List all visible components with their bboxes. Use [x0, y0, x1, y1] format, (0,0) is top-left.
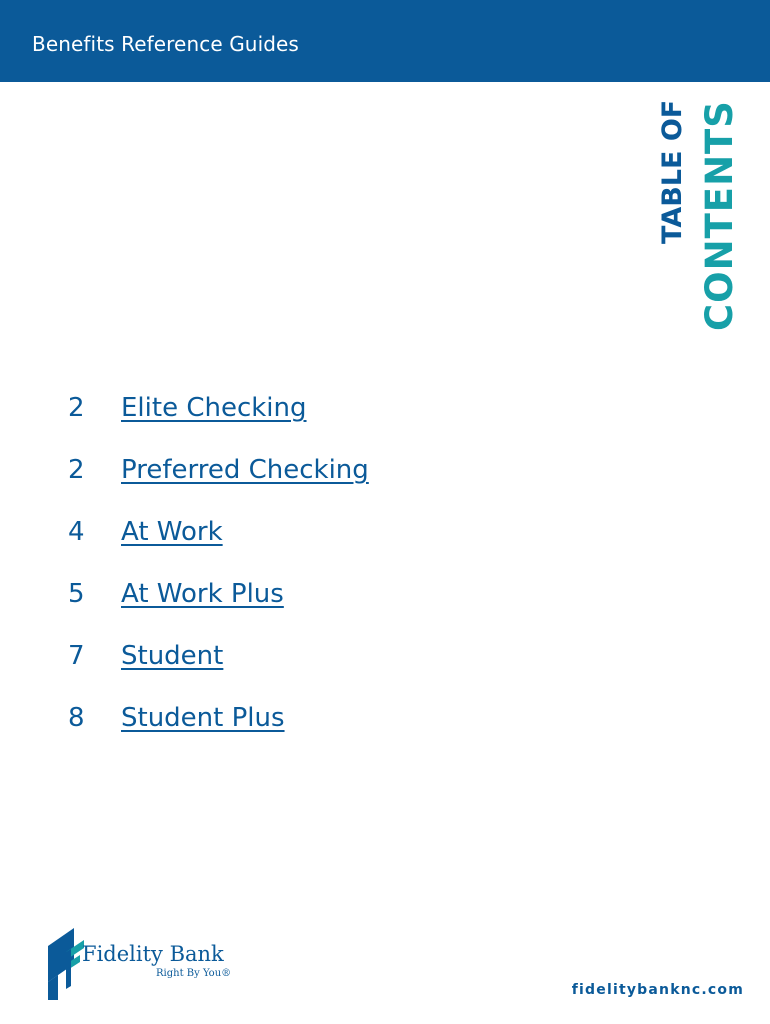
page-title: Benefits Reference Guides	[32, 32, 299, 56]
toc-entry-preferred-checking[interactable]	[0, 448, 500, 492]
toc-link[interactable]: Student	[121, 641, 224, 671]
toc-heading	[652, 100, 744, 370]
toc-page-number: 7	[68, 641, 85, 671]
toc-entry-at-work-plus[interactable]	[0, 572, 500, 616]
header-band	[0, 0, 770, 82]
toc-link[interactable]: Student Plus	[121, 703, 285, 733]
logo-wordmark: Fidelity Bank	[82, 942, 224, 966]
toc-heading-line1: TABLE OF	[657, 100, 688, 245]
toc-link[interactable]: Elite Checking	[121, 393, 307, 423]
fidelity-bank-logo-mark-icon	[44, 926, 84, 1004]
toc-heading-line2: CONTENTS	[698, 100, 741, 331]
toc-page-number: 2	[68, 393, 85, 423]
toc-entry-student[interactable]	[0, 634, 500, 678]
toc-link[interactable]: At Work	[121, 517, 223, 547]
toc-link[interactable]: Preferred Checking	[121, 455, 369, 485]
toc-link[interactable]: At Work Plus	[121, 579, 284, 609]
toc-page-number: 5	[68, 579, 85, 609]
website-url[interactable]: fidelitybanknc.com	[571, 982, 744, 998]
toc-entry-elite-checking[interactable]	[0, 386, 500, 430]
toc-entry-student-plus[interactable]	[0, 696, 500, 740]
toc-page-number: 8	[68, 703, 85, 733]
toc-entry-at-work[interactable]	[0, 510, 500, 554]
toc-page-number: 2	[68, 455, 85, 485]
fidelity-bank-logo	[44, 926, 234, 1004]
logo-tagline: Right By You®	[156, 968, 232, 979]
toc-page-number: 4	[68, 517, 85, 547]
